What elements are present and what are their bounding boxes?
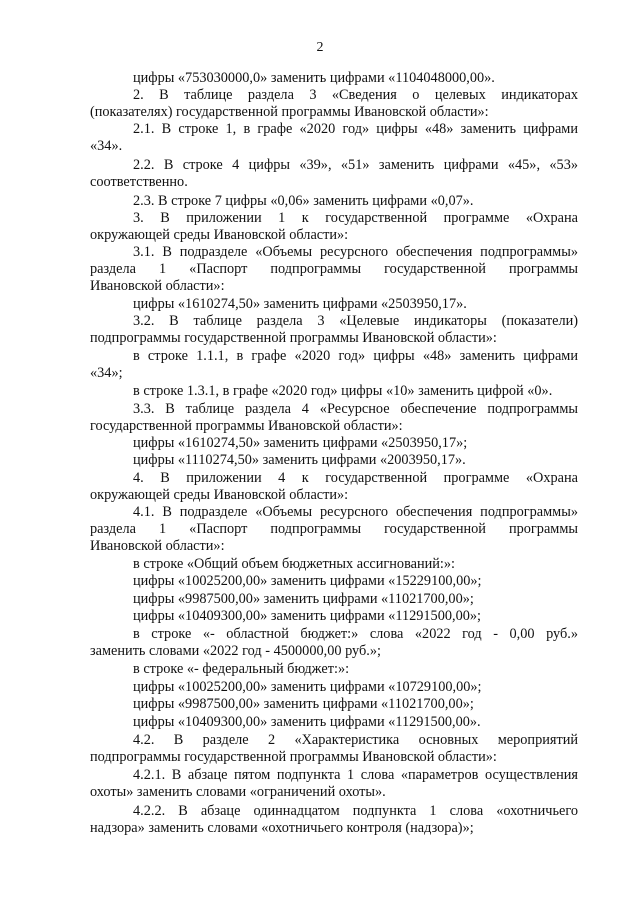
- text-line: 2.2. В строке 4 цифры «39», «51» заменить цифрами «45», «53»: [133, 157, 578, 173]
- text-line: надзора» заменить словами «охотничьего контроля (надзора)»;: [90, 820, 474, 836]
- text-line: цифры «10409300,00» заменить цифрами «11291500,00»;: [133, 608, 481, 624]
- text-line: цифры «10025200,00» заменить цифрами «15229100,00»;: [133, 573, 482, 589]
- text-line: подпрограммы государственной программы Ивановской области»:: [90, 749, 497, 765]
- text-line: охоты» заменить словами «ограничений охоты».: [90, 784, 386, 800]
- text-line: цифры «753030000,0» заменить цифрами «1104048000,00».: [133, 70, 495, 86]
- text-line: 4.2. В разделе 2 «Характеристика основных мероприятий: [133, 732, 578, 748]
- text-line: подпрограммы государственной программы Ивановской области»:: [90, 330, 497, 346]
- text-line: заменить словами «2022 год - 4500000,00 руб.»;: [90, 643, 381, 659]
- text-line: государственной программы Ивановской области»:: [90, 418, 403, 434]
- text-line: цифры «10025200,00» заменить цифрами «10729100,00»;: [133, 679, 482, 695]
- text-line: 4.1. В подразделе «Объемы ресурсного обеспечения подпрограммы»: [133, 504, 578, 520]
- page-number: 2: [316, 40, 324, 55]
- text-line: цифры «1610274,50» заменить цифрами «2503950,17».: [133, 296, 467, 312]
- text-line: в строке «- областной бюджет:» слова «2022 год - 0,00 руб.»: [133, 626, 578, 642]
- text-line: в строке «- федеральный бюджет:»:: [133, 661, 350, 677]
- text-line: цифры «9987500,00» заменить цифрами «11021700,00»;: [133, 591, 474, 607]
- text-line: 2. В таблице раздела 3 «Сведения о целевых индикаторах: [133, 87, 578, 103]
- text-line: (показателях) государственной программы Ивановской области»:: [90, 104, 489, 120]
- text-line: Ивановской области»:: [90, 278, 225, 294]
- text-line: в строке 1.1.1, в графе «2020 год» цифры «48» заменить цифрами: [133, 348, 578, 364]
- text-line: 3. В приложении 1 к государственной программе «Охрана: [133, 210, 578, 226]
- text-line: раздела 1 «Паспорт подпрограммы государственной программы: [90, 261, 578, 277]
- text-line: цифры «9987500,00» заменить цифрами «11021700,00»;: [133, 696, 474, 712]
- text-line: соответственно.: [90, 174, 188, 190]
- text-line: цифры «1610274,50» заменить цифрами «2503950,17»;: [133, 435, 468, 451]
- text-line: раздела 1 «Паспорт подпрограммы государственной программы: [90, 521, 578, 537]
- text-line: окружающей среды Ивановской области»:: [90, 227, 349, 243]
- text-line: Ивановской области»:: [90, 538, 225, 554]
- text-line: «34»;: [90, 365, 123, 381]
- text-line: окружающей среды Ивановской области»:: [90, 487, 349, 503]
- text-line: 4.2.2. В абзаце одиннадцатом подпункта 1 слова «охотничьего: [133, 803, 578, 819]
- text-line: 2.3. В строке 7 цифры «0,06» заменить цифрами «0,07».: [133, 193, 474, 209]
- text-line: 2.1. В строке 1, в графе «2020 год» цифры «48» заменить цифрами: [133, 121, 578, 137]
- text-line: 3.3. В таблице раздела 4 «Ресурсное обеспечение подпрограммы: [133, 401, 578, 417]
- text-line: 4.2.1. В абзаце пятом подпункта 1 слова «параметров осуществления: [133, 767, 578, 783]
- text-line: 4. В приложении 4 к государственной программе «Охрана: [133, 470, 578, 486]
- text-line: в строке «Общий объем бюджетных ассигнований:»:: [133, 556, 456, 572]
- text-line: в строке 1.3.1, в графе «2020 год» цифры «10» заменить цифрой «0».: [133, 383, 553, 399]
- text-line: «34».: [90, 138, 123, 154]
- text-line: цифры «1110274,50» заменить цифрами «2003950,17».: [133, 452, 466, 468]
- text-line: 3.1. В подразделе «Объемы ресурсного обеспечения подпрограммы»: [133, 244, 578, 260]
- text-line: цифры «10409300,00» заменить цифрами «11291500,00».: [133, 714, 481, 730]
- text-line: 3.2. В таблице раздела 3 «Целевые индикаторы (показатели): [133, 313, 578, 329]
